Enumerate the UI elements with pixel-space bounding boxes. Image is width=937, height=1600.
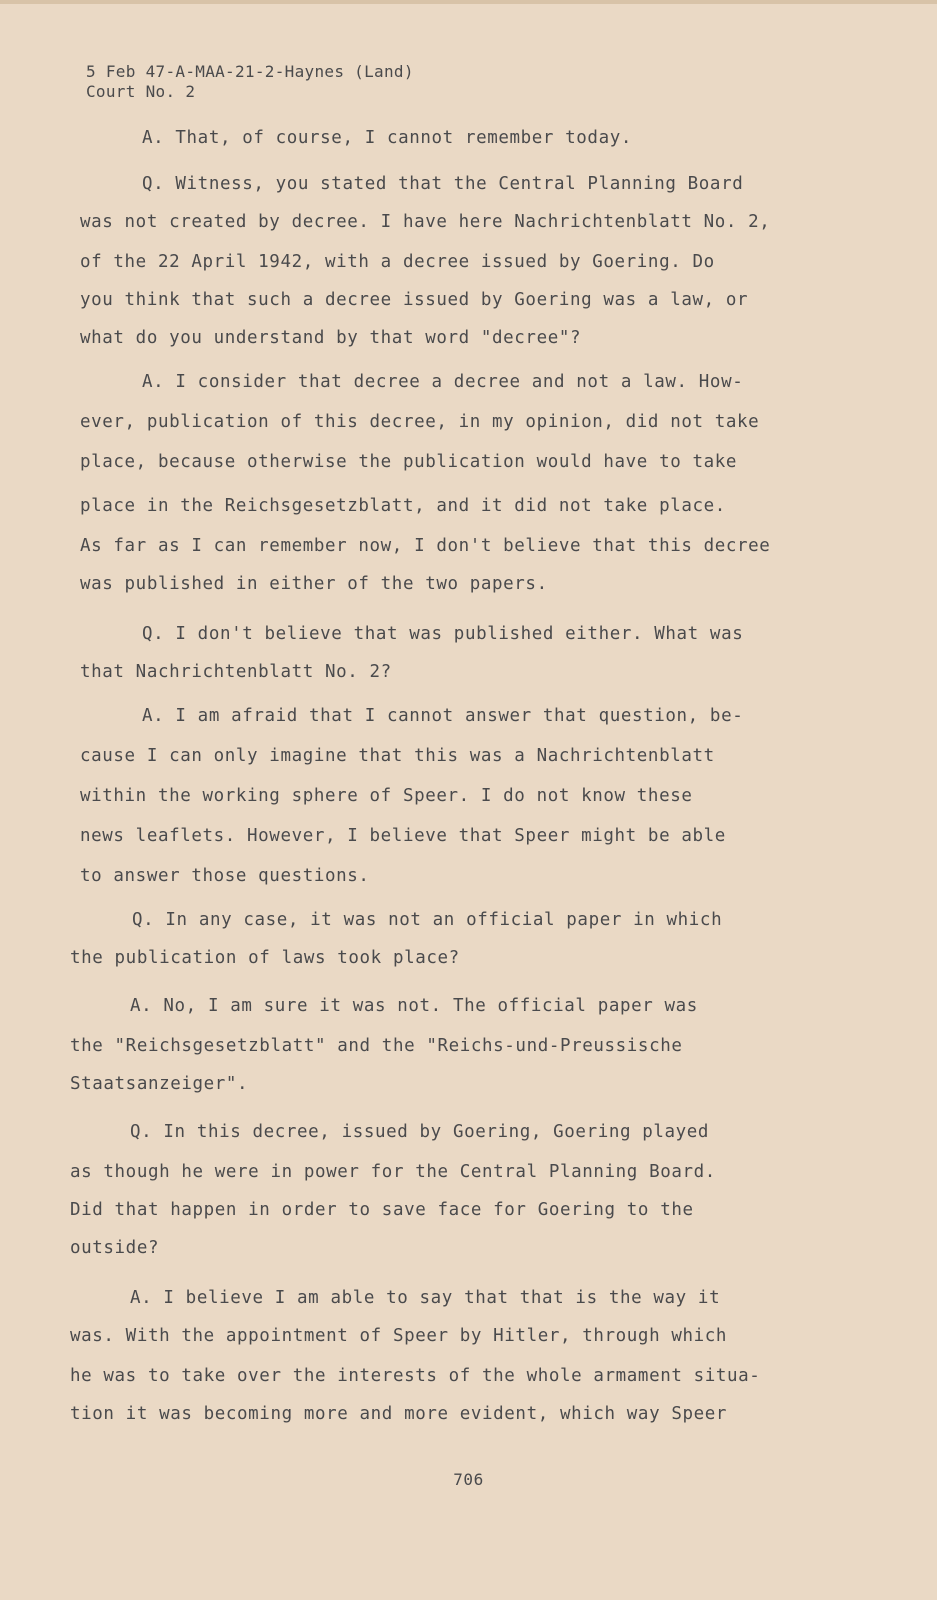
text-line: the publication of laws took place? (70, 948, 460, 968)
text-line: was published in either of the two papers. (80, 574, 548, 594)
text-line: Q. I don't believe that was published either. What was (142, 624, 744, 644)
text-line: As far as I can remember now, I don't believe that this decree (80, 536, 771, 556)
text-line: Q. In any case, it was not an official paper in which (132, 910, 723, 930)
header-case-reference: 5 Feb 47-A-MAA-21-2-Haynes (Land) (86, 62, 414, 81)
document-header (86, 62, 414, 102)
text-line: Q. In this decree, issued by Goering, Goering played (130, 1122, 710, 1142)
text-line: to answer those questions. (80, 866, 370, 886)
header-court-number: Court No. 2 (86, 82, 196, 101)
text-line: was. With the appointment of Speer by Hitler, through which (70, 1326, 728, 1346)
text-line: of the 22 April 1942, with a decree issued by Goering. Do (80, 252, 715, 272)
text-line: was not created by decree. I have here Nachrichtenblatt No. 2, (80, 212, 771, 232)
text-line: A. That, of course, I cannot remember today. (142, 128, 632, 148)
text-line: A. I consider that decree a decree and not a law. How- (142, 372, 744, 392)
text-line: A. I am afraid that I cannot answer that question, be- (142, 706, 744, 726)
text-line: cause I can only imagine that this was a Nachrichtenblatt (80, 746, 715, 766)
text-line: that Nachrichtenblatt No. 2? (80, 662, 392, 682)
page-number: 706 (453, 1470, 484, 1489)
text-line: Q. Witness, you stated that the Central Planning Board (142, 174, 744, 194)
text-line: place, because otherwise the publication would have to take (80, 452, 738, 472)
text-line: news leaflets. However, I believe that Speer might be able (80, 826, 726, 846)
text-line: tion it was becoming more and more evident, which way Speer (70, 1404, 728, 1424)
text-line: as though he were in power for the Central Planning Board. (70, 1162, 716, 1182)
text-line: outside? (70, 1238, 160, 1258)
text-line: A. No, I am sure it was not. The official paper was (130, 996, 698, 1016)
text-line: what do you understand by that word "decree"? (80, 328, 582, 348)
text-line: the "Reichsgesetzblatt" and the "Reichs-und-Preussische (70, 1036, 683, 1056)
text-line: he was to take over the interests of the whole armament situa- (70, 1366, 761, 1386)
text-line: place in the Reichsgesetzblatt, and it did not take place. (80, 496, 726, 516)
text-line: ever, publication of this decree, in my opinion, did not take (80, 412, 760, 432)
text-line: within the working sphere of Speer. I do not know these (80, 786, 693, 806)
text-line: A. I believe I am able to say that that is the way it (130, 1288, 721, 1308)
text-line: Staatsanzeiger". (70, 1074, 249, 1094)
text-line: you think that such a decree issued by Goering was a law, or (80, 290, 749, 310)
text-line: Did that happen in order to save face for Goering to the (70, 1200, 694, 1220)
page-top-edge (0, 0, 937, 4)
